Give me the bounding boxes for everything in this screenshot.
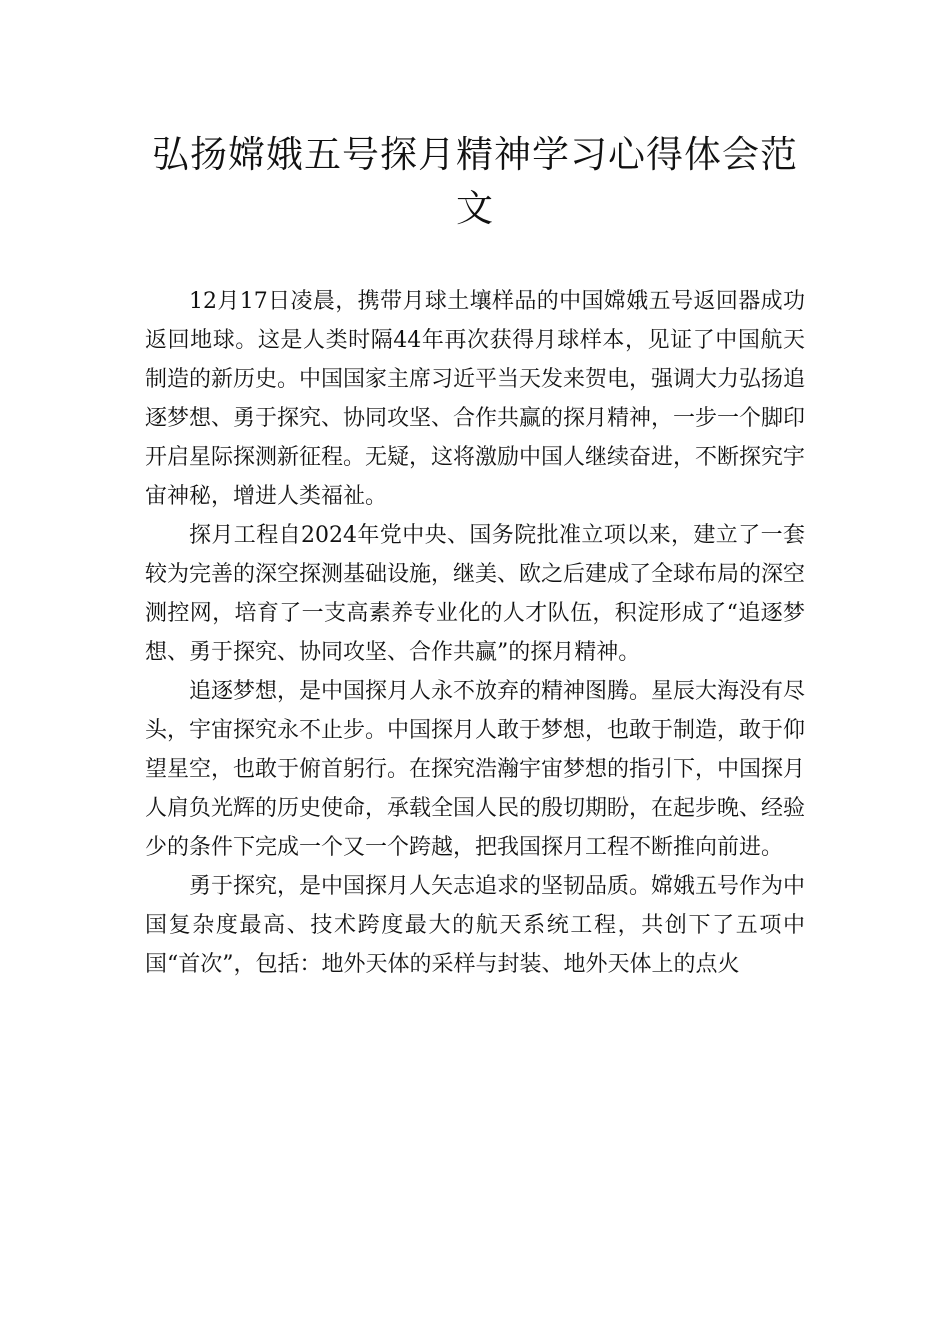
- paragraph-2: 探月工程自2024年党中央、国务院批准立项以来，建立了一套较为完善的深空探测基础设施，继美、欧之后建成了全球布局的深空测控网，培育了一支高素养专业化的人才队伍，积淀形成了“追逐梦想、勇于探究、协同攻坚、合作共赢”的探月精神。: [145, 523, 806, 665]
- paragraph-1: 12月17日凌晨，携带月球土壤样品的中国嫦娥五号返回器成功返回地球。这是人类时隔44年再次获得月球样本，见证了中国航天制造的新历史。中国国家主席习近平当天发来贺电，强调大力弘扬追逐梦想、勇于探究、协同攻坚、合作共赢的探月精神，一步一个脚印开启星际探测新征程。无疑，这将激励中国人继续奋进，不断探究宇宙神秘，增进人类福祉。: [145, 289, 806, 509]
- paragraph-3: 追逐梦想，是中国探月人永不放弃的精神图腾。星辰大海没有尽头，宇宙探究永不止步。中国探月人敢于梦想，也敢于制造，敢于仰望星空，也敢于俯首躬行。在探究浩瀚宇宙梦想的指引下，中国探月人肩负光辉的历史使命，承载全国人民的殷切期盼，在起步晚、经验少的条件下完成一个又一个跨越，把我国探月工程不断推向前进。: [145, 679, 806, 860]
- document-title: 弘扬嫦娥五号探月精神学习心得体会范文: [152, 133, 798, 230]
- paragraph-4: 勇于探究，是中国探月人矢志追求的坚韧品质。嫦娥五号作为中国复杂度最高、技术跨度最大的航天系统工程，共创下了五项中国“首次”，包括：地外天体的采样与封装、地外天体上的点火: [145, 874, 806, 977]
- document-body: [145, 282, 805, 984]
